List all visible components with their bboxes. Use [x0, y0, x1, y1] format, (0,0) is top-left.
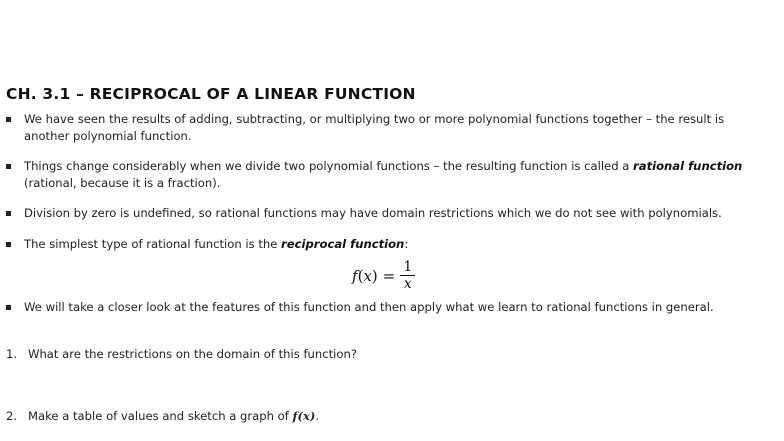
formula-function-name: f	[352, 267, 358, 285]
bullet-item	[6, 299, 758, 316]
bullet-text-part: Division by zero is undefined, so rational functions may have domain restrictions which we do not see with polynomials.	[24, 206, 722, 220]
bullet-item	[6, 111, 758, 145]
question-text: Make a table of values and sketch a graph of	[28, 409, 293, 423]
term-rational-function: rational function	[633, 159, 743, 173]
bullet-text	[24, 158, 758, 192]
bullet-text-part: Things change considerably when we divide two polynomial functions – the resulting function is called a	[24, 159, 634, 173]
formula-fraction	[400, 259, 415, 293]
term-reciprocal-function: reciprocal function	[281, 237, 405, 251]
formula-numerator: 1	[400, 259, 415, 276]
question-item	[6, 408, 319, 425]
question-math: f(x)	[292, 409, 316, 423]
question-item	[6, 346, 357, 363]
bullet-text	[24, 236, 758, 253]
bullet-text-part: :	[404, 237, 409, 251]
bullet-text-part: (rational, because it is a fraction).	[24, 176, 221, 190]
page-title: CH. 3.1 – RECIPROCAL OF A LINEAR FUNCTION	[6, 85, 416, 103]
reciprocal-formula	[352, 256, 415, 296]
bullet-square-icon	[6, 211, 11, 216]
bullet-text	[24, 205, 758, 222]
question-tail: .	[315, 409, 320, 423]
question-text: What are the restrictions on the domain of this function?	[28, 347, 357, 361]
bullet-square-icon	[6, 164, 11, 169]
bullet-text-part: The simplest type of rational function is the	[24, 237, 282, 251]
question-number: 1.	[6, 347, 18, 361]
bullet-square-icon	[6, 305, 11, 310]
formula-variable: x	[363, 267, 372, 285]
formula-close-paren: )	[371, 267, 378, 285]
bullet-square-icon	[6, 242, 11, 247]
bullet-text-part: We have seen the results of adding, subtracting, or multiplying two or more polynomial functions together – the result is another polynomial function.	[24, 112, 725, 143]
formula-open-paren: (	[357, 267, 364, 285]
bullet-item	[6, 158, 758, 192]
formula-denominator: x	[403, 276, 412, 292]
question-number: 2.	[6, 409, 18, 423]
bullet-text-part: We will take a closer look at the features of this function and then apply what we learn to rational functions in general.	[24, 300, 714, 314]
bullet-text	[24, 299, 758, 316]
bullet-text	[24, 111, 758, 145]
bullet-square-icon	[6, 117, 11, 122]
formula-equals: =	[382, 267, 396, 285]
bullet-item	[6, 205, 758, 222]
bullet-item	[6, 236, 758, 253]
